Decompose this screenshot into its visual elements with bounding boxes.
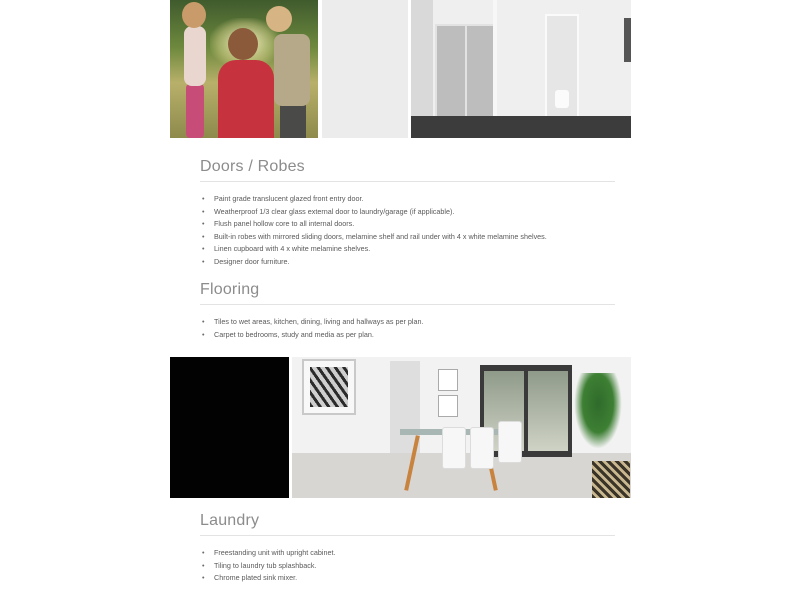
list-item: • Tiles to wet areas, kitchen, dining, living and hallways as per plan. [200,316,620,329]
section-divider [200,535,615,536]
doors-robes-list [200,193,620,269]
section-divider [200,181,615,182]
family-photo [170,0,318,138]
brochure-page [170,0,631,600]
section-title-laundry: Laundry [200,512,260,529]
list-item: • Carpet to bedrooms, study and media as per plan. [200,329,620,342]
list-item: • Designer door furniture. [200,256,620,269]
list-item: • Flush panel hollow core to all internal doors. [200,218,620,231]
list-item: • Tiling to laundry tub splashback. [200,560,620,573]
black-photo-panel [170,357,289,498]
list-item: • Built-in robes with mirrored sliding doors, melamine shelf and rail under with 4 x white melamine shelves. [200,231,620,244]
list-item: • Weatherproof 1/3 clear glass external door to laundry/garage (if applicable). [200,206,620,219]
list-item: • Linen cupboard with 4 x white melamine shelves. [200,243,620,256]
flooring-list [200,316,620,341]
section-divider [200,304,615,305]
list-item: • Paint grade translucent glazed front entry door. [200,193,620,206]
dining-room-photo [292,357,631,498]
laundry-list [200,547,620,585]
section-title-flooring: Flooring [200,281,260,298]
list-item: • Freestanding unit with upright cabinet. [200,547,620,560]
list-item: • Chrome plated sink mixer. [200,572,620,585]
blank-photo-panel [322,0,408,138]
section-title-doors-robes: Doors / Robes [200,158,305,175]
robe-interior-photo [411,0,631,138]
